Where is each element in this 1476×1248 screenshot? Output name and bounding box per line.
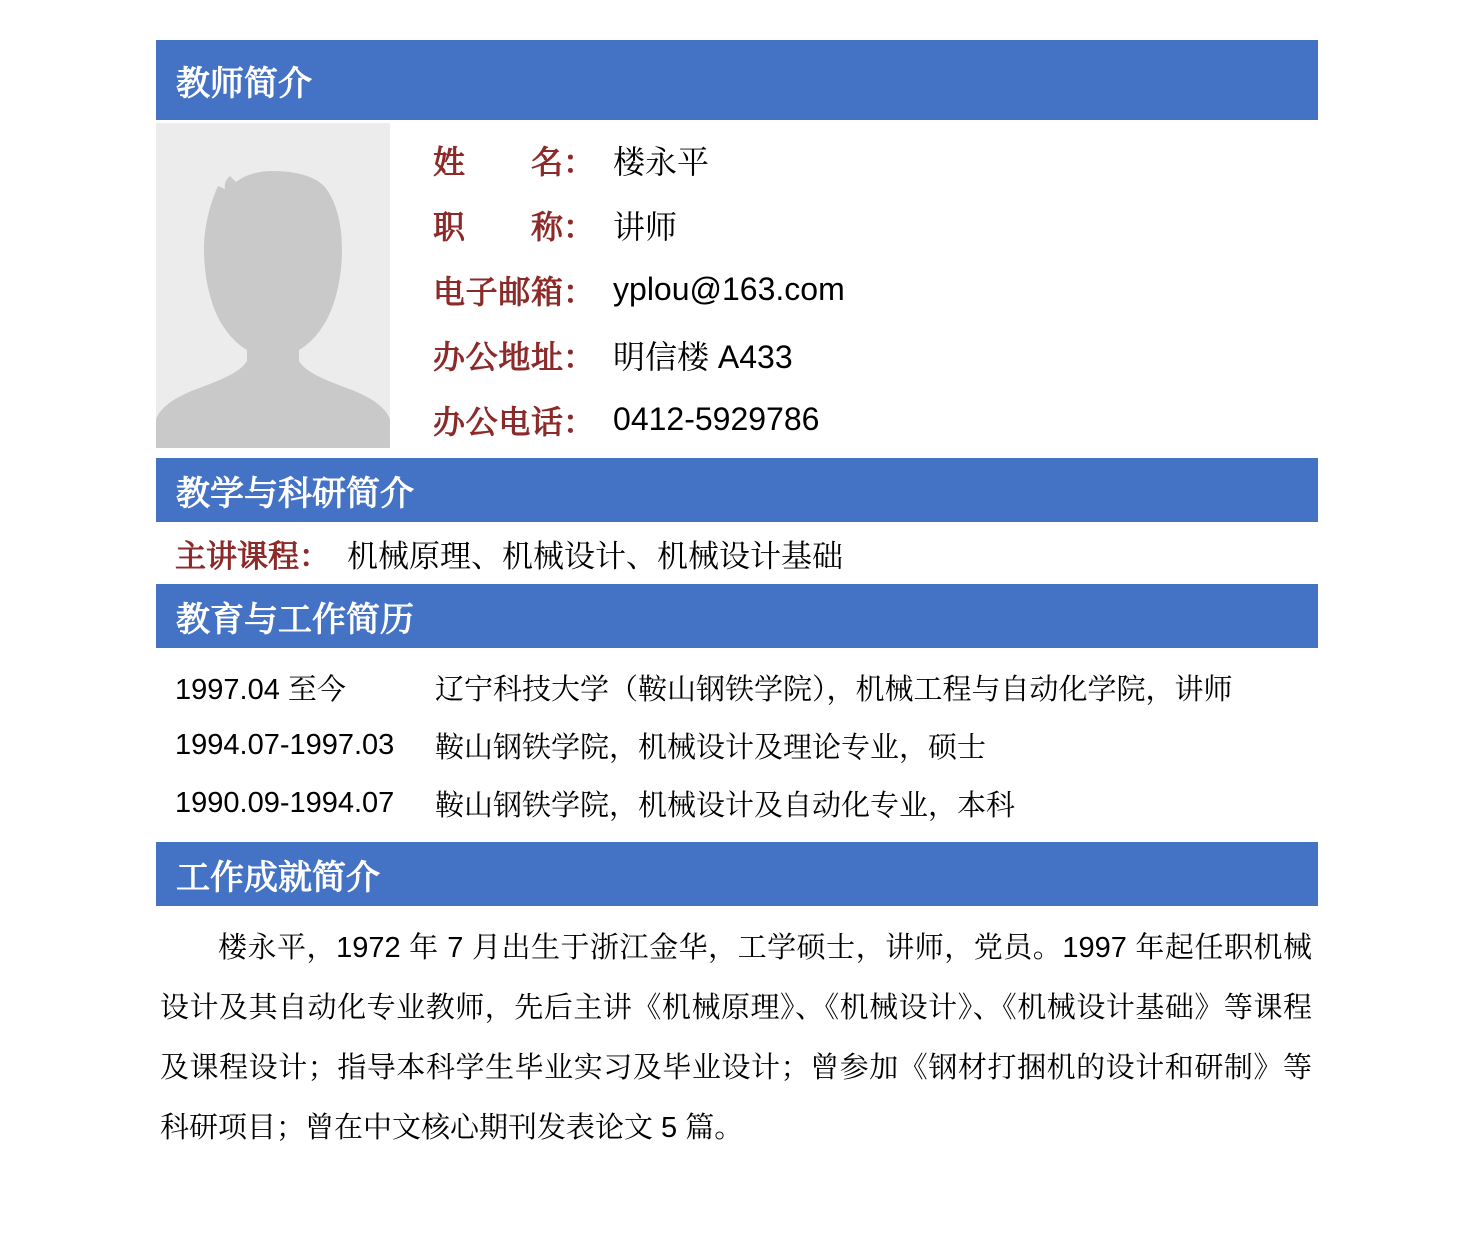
field-value: 楼永平 [613,143,710,180]
field-value: 讲师 [613,208,678,245]
section-header-education-work [156,584,1318,648]
profile-fields [433,123,845,452]
person-silhouette-icon [156,123,390,448]
education-period: 1994.07-1997.03 [175,728,395,761]
profile-field-phone [433,387,845,452]
profile-field-office [433,322,845,387]
education-row [175,658,1318,716]
field-label: 办公地址 ： [433,338,596,375]
profile-section [156,123,1318,452]
section-title-teacher-intro: 教师简介 [176,64,312,103]
education-description: 辽宁科技大学（鞍山钢铁学院），机械工程与自动化学院，讲师 [435,673,1233,706]
section-title-education-work: 教育与工作简历 [176,600,414,639]
field-value: 0412-5929786 [613,401,820,437]
courses-value: 机械原理、机械设计、机械设计基础 [347,538,843,574]
section-header-achievements [156,842,1318,906]
field-label: 姓名 ： [433,143,596,180]
achievements-paragraph: 楼永平，1972 年 7 月出生于浙江金华，工学硕士，讲师，党员。1997 年起任职机械设计及其自动化专业教师，先后主讲《机械原理》、《机械设计》、《机械设计基础》等课程及课程设计；指导本科学生毕业实习及毕业设计；曾参加《钢材打捆机的设计和研制》等科研项目；曾在中文核心期刊发表论文 5 篇。 [160,932,1312,1144]
courses-label: 主讲课程： [175,538,330,574]
field-label: 办公电话 ： [433,403,596,440]
education-row [175,716,1318,774]
section-title-teaching-research: 教学与科研简介 [176,474,414,513]
education-description: 鞍山钢铁学院，机械设计及自动化专业，本科 [435,789,1016,822]
education-description: 鞍山钢铁学院，机械设计及理论专业，硕士 [435,731,987,764]
education-history [156,648,1318,842]
profile-field-title [433,192,845,257]
section-title-achievements: 工作成就简介 [176,858,380,897]
field-label: 职称 ： [433,208,596,245]
courses-row [156,522,1318,584]
avatar-placeholder [156,123,390,448]
profile-field-name [433,127,845,192]
profile-field-email [433,257,845,322]
section-header-teaching-research [156,458,1318,522]
document-content [156,40,1318,1158]
field-value: 明信楼 A433 [613,338,793,375]
education-period: 1990.09-1994.07 [175,786,395,819]
field-value: yplou@163.com [613,271,845,307]
education-row [175,774,1318,832]
section-header-teacher-intro [156,40,1318,120]
field-label: 电子邮箱 ： [433,273,596,310]
education-period: 1997.04 至今 [175,673,346,706]
